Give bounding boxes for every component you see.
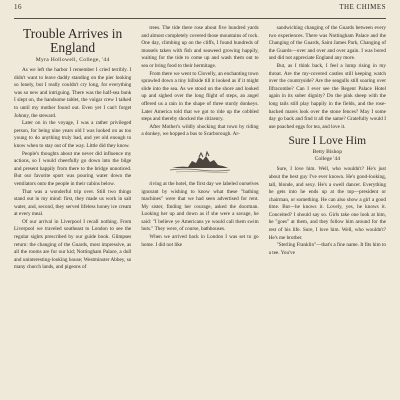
article-byline: Myra Hollowell, College, '44 xyxy=(35,57,110,63)
page-header xyxy=(14,0,386,17)
column-middle xyxy=(141,25,258,397)
paragraph: "Sterling Franklin"—that's a fine name. It fits him to a tee. You've xyxy=(268,242,386,256)
second-article-college: College '44 xyxy=(314,156,341,163)
paragraph: As we left the harbor I remember I cried terribly. I didn't want to leave daddy standing on the pier looking so lonely, but I really couldn't cry long, for everything was so new and intriguing. There was the half-sea bunk I slept on, the handsome tablet, the vulgar crew I talked to until my mother found out. Even yet I can't forget Johnny, the steward. xyxy=(14,67,132,119)
paragraph: People's thoughts about me never did influence my actions, so I would cheerfully go down into the bilge and present happily from there to the bridge unnoticed. But our favorite sport was pouring water down the ventilators onto the people in their cabins below. xyxy=(14,150,132,187)
paragraph: riving at the hotel, the first day we labeled ourselves ignorant by wishing to know what these "bathing machines" were that we had seen advertised for rent. My sister, finding her courage, asked the doorman. Looking her up and down as if she were a savage, he said: "I believe ye Americans ye would call them swim huts." They were, of course, bathhouses. xyxy=(141,180,259,233)
second-article-title: Sure I Love Him xyxy=(288,135,367,148)
second-article-heading xyxy=(269,135,386,163)
paragraph: trees. The tide there rose about five hundred yards and almost completely covered those mountains of rock. One day, climbing up on the cliffs, I found hundreds of mussels taken with fish and seaweed growing happily, waiting for the tide to come up and wash them out to sea or bring food to their hermitage. xyxy=(141,25,259,69)
paragraph: From there we went to Clovelly, an enchanting town sprawled down a tiny hillside till it looked as if it might slide into the sea. As we stood on the shore and looked up and sighed over the long flight of steps, an angel offered us a rain in the shape of three sturdy donkeys. Later America told that we got to ride up the cobbled steps and thereby shocked the citizenry. xyxy=(141,70,259,123)
island-illustration xyxy=(141,149,258,173)
header-rule xyxy=(14,18,386,19)
paragraph: Sure, I love him. Well, who wouldn't? He's just about the best guy I've ever known. He's good-looking, tall, blonde, and sexy. He's a swell dancer. Everything he gets into he ends up at the top—president or chairman, or something. He can also show a girl a good time. But—he knows it. Lovely, yes, he knows it. Conceited? I should say so. Girls take one look at him, he "goes" at them, and they follow him around for the rest of his life. Sure, I love him. Well, who wouldn't? He's me brother. xyxy=(268,166,386,241)
paragraph: But, as I think back, I feel a lump rising in my throat. Are the my-covered castles still keeping watch over the countryside? Are the seagulls still soaring over Ilfracombe? Can I ever see the Regent Palace Hotel again in its sober dignity? Do the pink sheep with the long tails still play happily in the fields, and the rose-backed mares look over the stone fences? May I some day go back and find it all the same? Gratefully would I use poached eggs for tea, and love it. xyxy=(268,62,386,130)
publication-name: THE CHIMES xyxy=(339,3,386,11)
article-title-line1: Trouble Arrives in xyxy=(23,26,123,41)
island-sketch-icon xyxy=(168,149,232,173)
text-columns xyxy=(14,25,386,397)
paragraph: Later on in the voyage, I was a rather privileged person, for being nine years old I was looked on as too young to do anything truly bad, and yet old enough to know when to stay out of the way. Little did they know. xyxy=(14,120,132,149)
page-number: 16 xyxy=(14,3,22,11)
paragraph: That was a wonderful trip over. Still two things stand out in my mind: first, they made us work in salt water, and, second, they served lifeless honey ice cream at every meal. xyxy=(14,188,132,218)
paragraph: Of our arrival in Liverpool I recall nothing. From Liverpool we traveled southeast to London to see the regular sights prescribed by our guide book. Glimpses return: the changing of the Guards, most impressive, as all the rooms are for our kid; Nottingham Palace, a dull and uninteresting-looking house; Westminster Abbey, so many church lands, and pigeons of xyxy=(14,218,132,271)
article-title xyxy=(14,27,131,55)
second-article-author: Betty Bishop xyxy=(312,149,342,156)
article-title-line2: England xyxy=(50,40,96,55)
paragraph: After Mother's wildly shocking that town by riding a donkey, we hopped a bus to Scarborough. Ar- xyxy=(141,123,259,138)
column-right xyxy=(269,25,386,397)
paragraph: sandwiching changing of the Guards between every two experiences. There was Nottingham Palace and the Changing of the Guards, Saint James Park, Changing of the Guards—over and over and over again. I was bored and did not appreciate England any more. xyxy=(268,25,386,62)
column-left xyxy=(14,25,131,397)
paragraph: When we arrived back in London I was set to go home. I did not like xyxy=(141,234,259,248)
